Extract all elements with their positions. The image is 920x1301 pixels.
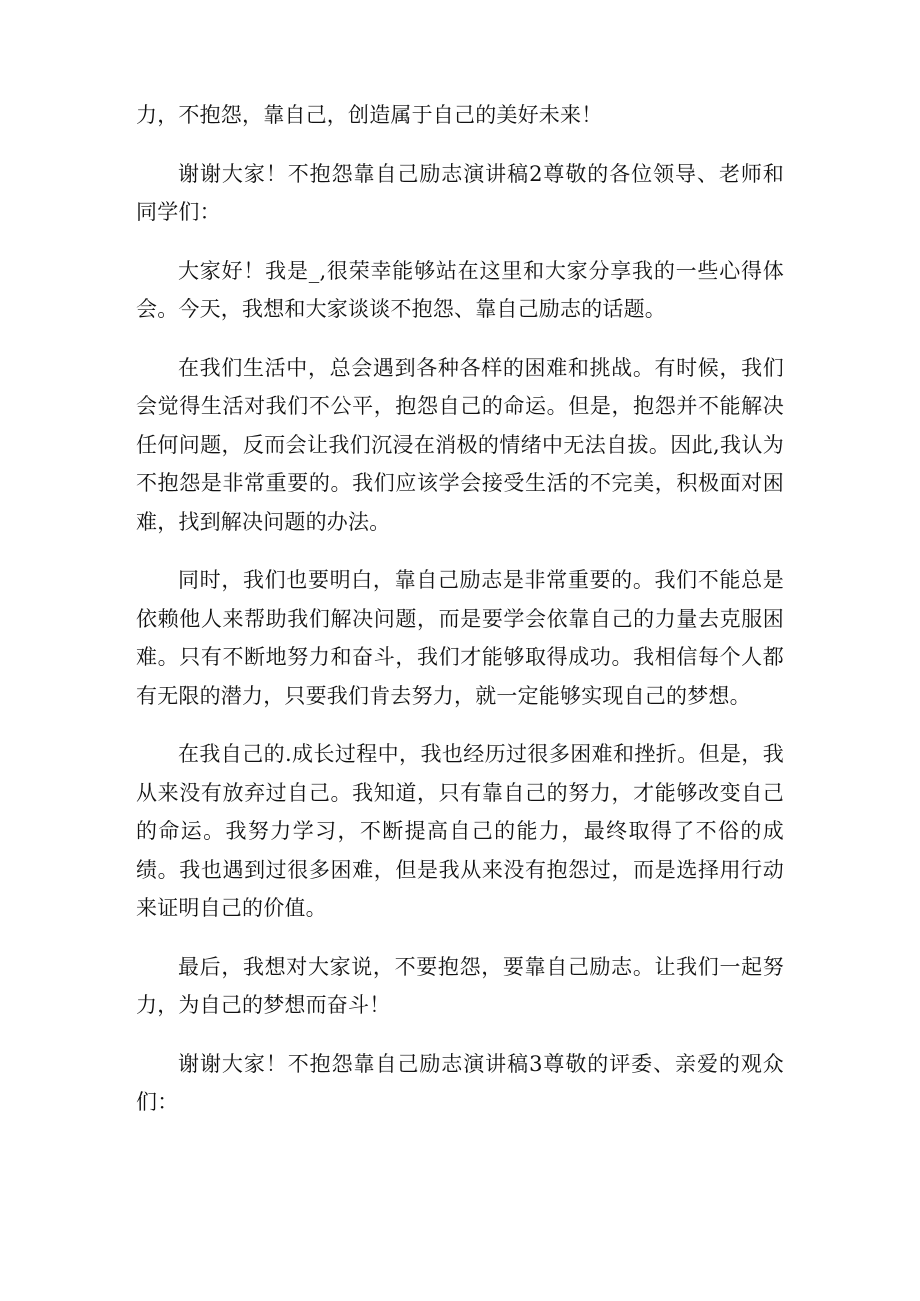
paragraph-8: 谢谢大家！不抱怨靠自己励志演讲稿3尊敬的评委、亲爱的观众们： [136,1051,784,1114]
document-body [136,96,784,1122]
paragraph-1: 力，不抱怨，靠自己，创造属于自己的美好未来！ [136,103,603,127]
paragraph-6: 在我自己的.成长过程中，我也经历过很多困难和挫折。但是，我从来没有放弃过自己。我知道，只有靠自己的努力，才能够改变自己的命运。我努力学习，不断提高自己的能力，最终取得了不俗的成绩。我也遇到过很多困难，但是我从来没有抱怨过，而是选择用行动来证明自己的价值。 [136,742,784,920]
paragraph-2: 谢谢大家！不抱怨靠自己励志演讲稿2尊敬的各位领导、老师和同学们： [136,161,784,224]
paragraph-5: 同时，我们也要明白，靠自己励志是非常重要的。我们不能总是依赖他人来帮助我们解决问题，而是要学会依靠自己的力量去克服困难。只有不断地努力和奋斗，我们才能够取得成功。我相信每个人都有无限的潜力，只要我们肯去努力，就一定能够实现自己的梦想。 [136,568,784,708]
paragraph-3: 大家好！我是_,很荣幸能够站在这里和大家分享我的一些心得体会。今天，我想和大家谈谈不抱怨、靠自己励志的话题。 [136,258,784,321]
paragraph-4: 在我们生活中，总会遇到各种各样的困难和挑战。有时候，我们会觉得生活对我们不公平，抱怨自己的命运。但是，抱怨并不能解决任何问题，反而会让我们沉浸在消极的情绪中无法自拔。因此,我认为不抱怨是非常重要的。我们应该学会接受生活的不完美，积极面对困难，找到解决问题的办法。 [136,355,784,534]
paragraph-7: 最后，我想对大家说，不要抱怨，要靠自己励志。让我们一起努力，为自己的梦想而奋斗！ [136,954,784,1017]
